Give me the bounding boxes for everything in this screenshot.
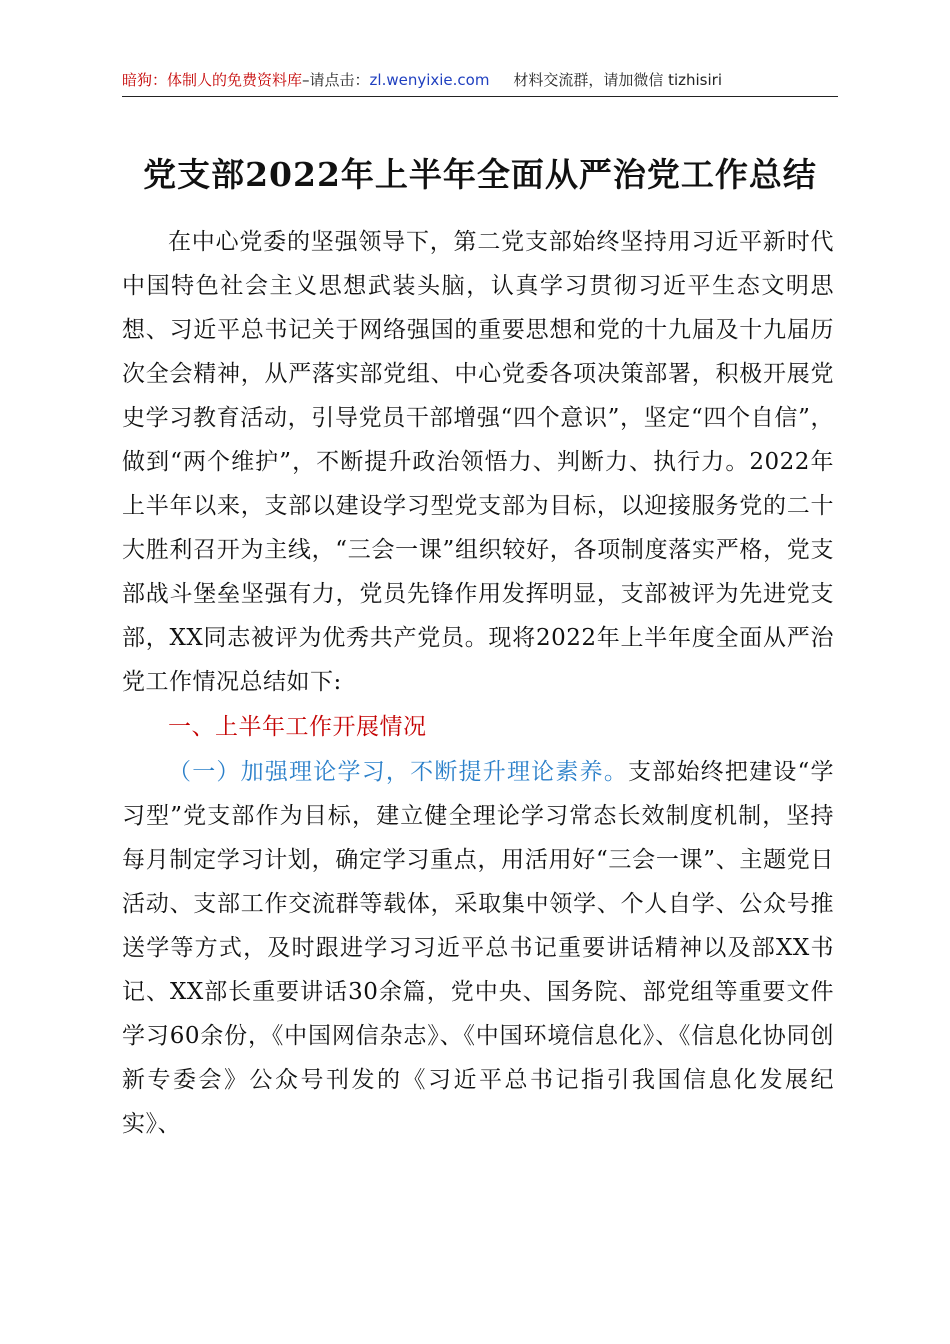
header-divider [122, 96, 838, 97]
header-url-link[interactable]: zl.wenyixie.com [369, 71, 490, 89]
subsection-1-paragraph [122, 750, 834, 1146]
section-1-heading: 一、上半年工作开展情况 [168, 714, 427, 740]
subsection-1-text: 支部始终把建设“学习型”党支部作为目标，建立健全理论学习常态长效制度机制，坚持每月制定学习计划，确定学习重点，用活用好“三会一课”、主题党日活动、支部工作交流群等载体，采取集中领学、个人自学、公众号推送学等方式，及时跟进学习习近平总书记重要讲话精神以及部XX书记、XX部长重要讲话30余篇，党中央、国务院、部党组等重要文件学习60余份，《中国网信杂志》、《中国环境信息化》、《信息化协同创新专委会》公众号刊发的《习近平总书记指引我国信息化发展纪实》、 [122, 759, 835, 1137]
header-click-prompt: –请点击： [302, 71, 370, 89]
subsection-1-heading: （一）加强理论学习，不断提升理论素养。 [168, 759, 629, 785]
document-body [122, 220, 834, 1146]
header-spacer [489, 71, 513, 89]
document-title: 党支部2022年上半年全面从严治党工作总结 [143, 155, 817, 194]
page-header [122, 68, 840, 96]
header-group-note: 材料交流群，请加微信 tizhisiri [513, 71, 722, 89]
header-site-name: 暗狗：体制人的免费资料库 [122, 71, 303, 89]
intro-paragraph: 在中心党委的坚强领导下，第二党支部始终坚持用习近平新时代中国特色社会主义思想武装头脑，认真学习贯彻习近平生态文明思想、习近平总书记关于网络强国的重要思想和党的十九届及十九届历次全会精神，从严落实部党组、中心党委各项决策部署，积极开展党史学习教育活动，引导党员干部增强“四个意识”，坚定“四个自信”，做到“两个维护”，不断提升政治领悟力、判断力、执行力。2022年上半年以来，支部以建设学习型党支部为目标，以迎接服务党的二十大胜利召开为主线，“三会一课”组织较好，各项制度落实严格，党支部战斗堡垒坚强有力，党员先锋作用发挥明显，支部被评为先进党支部，XX同志被评为优秀共产党员。现将2022年上半年度全面从严治党工作情况总结如下: [122, 229, 834, 695]
